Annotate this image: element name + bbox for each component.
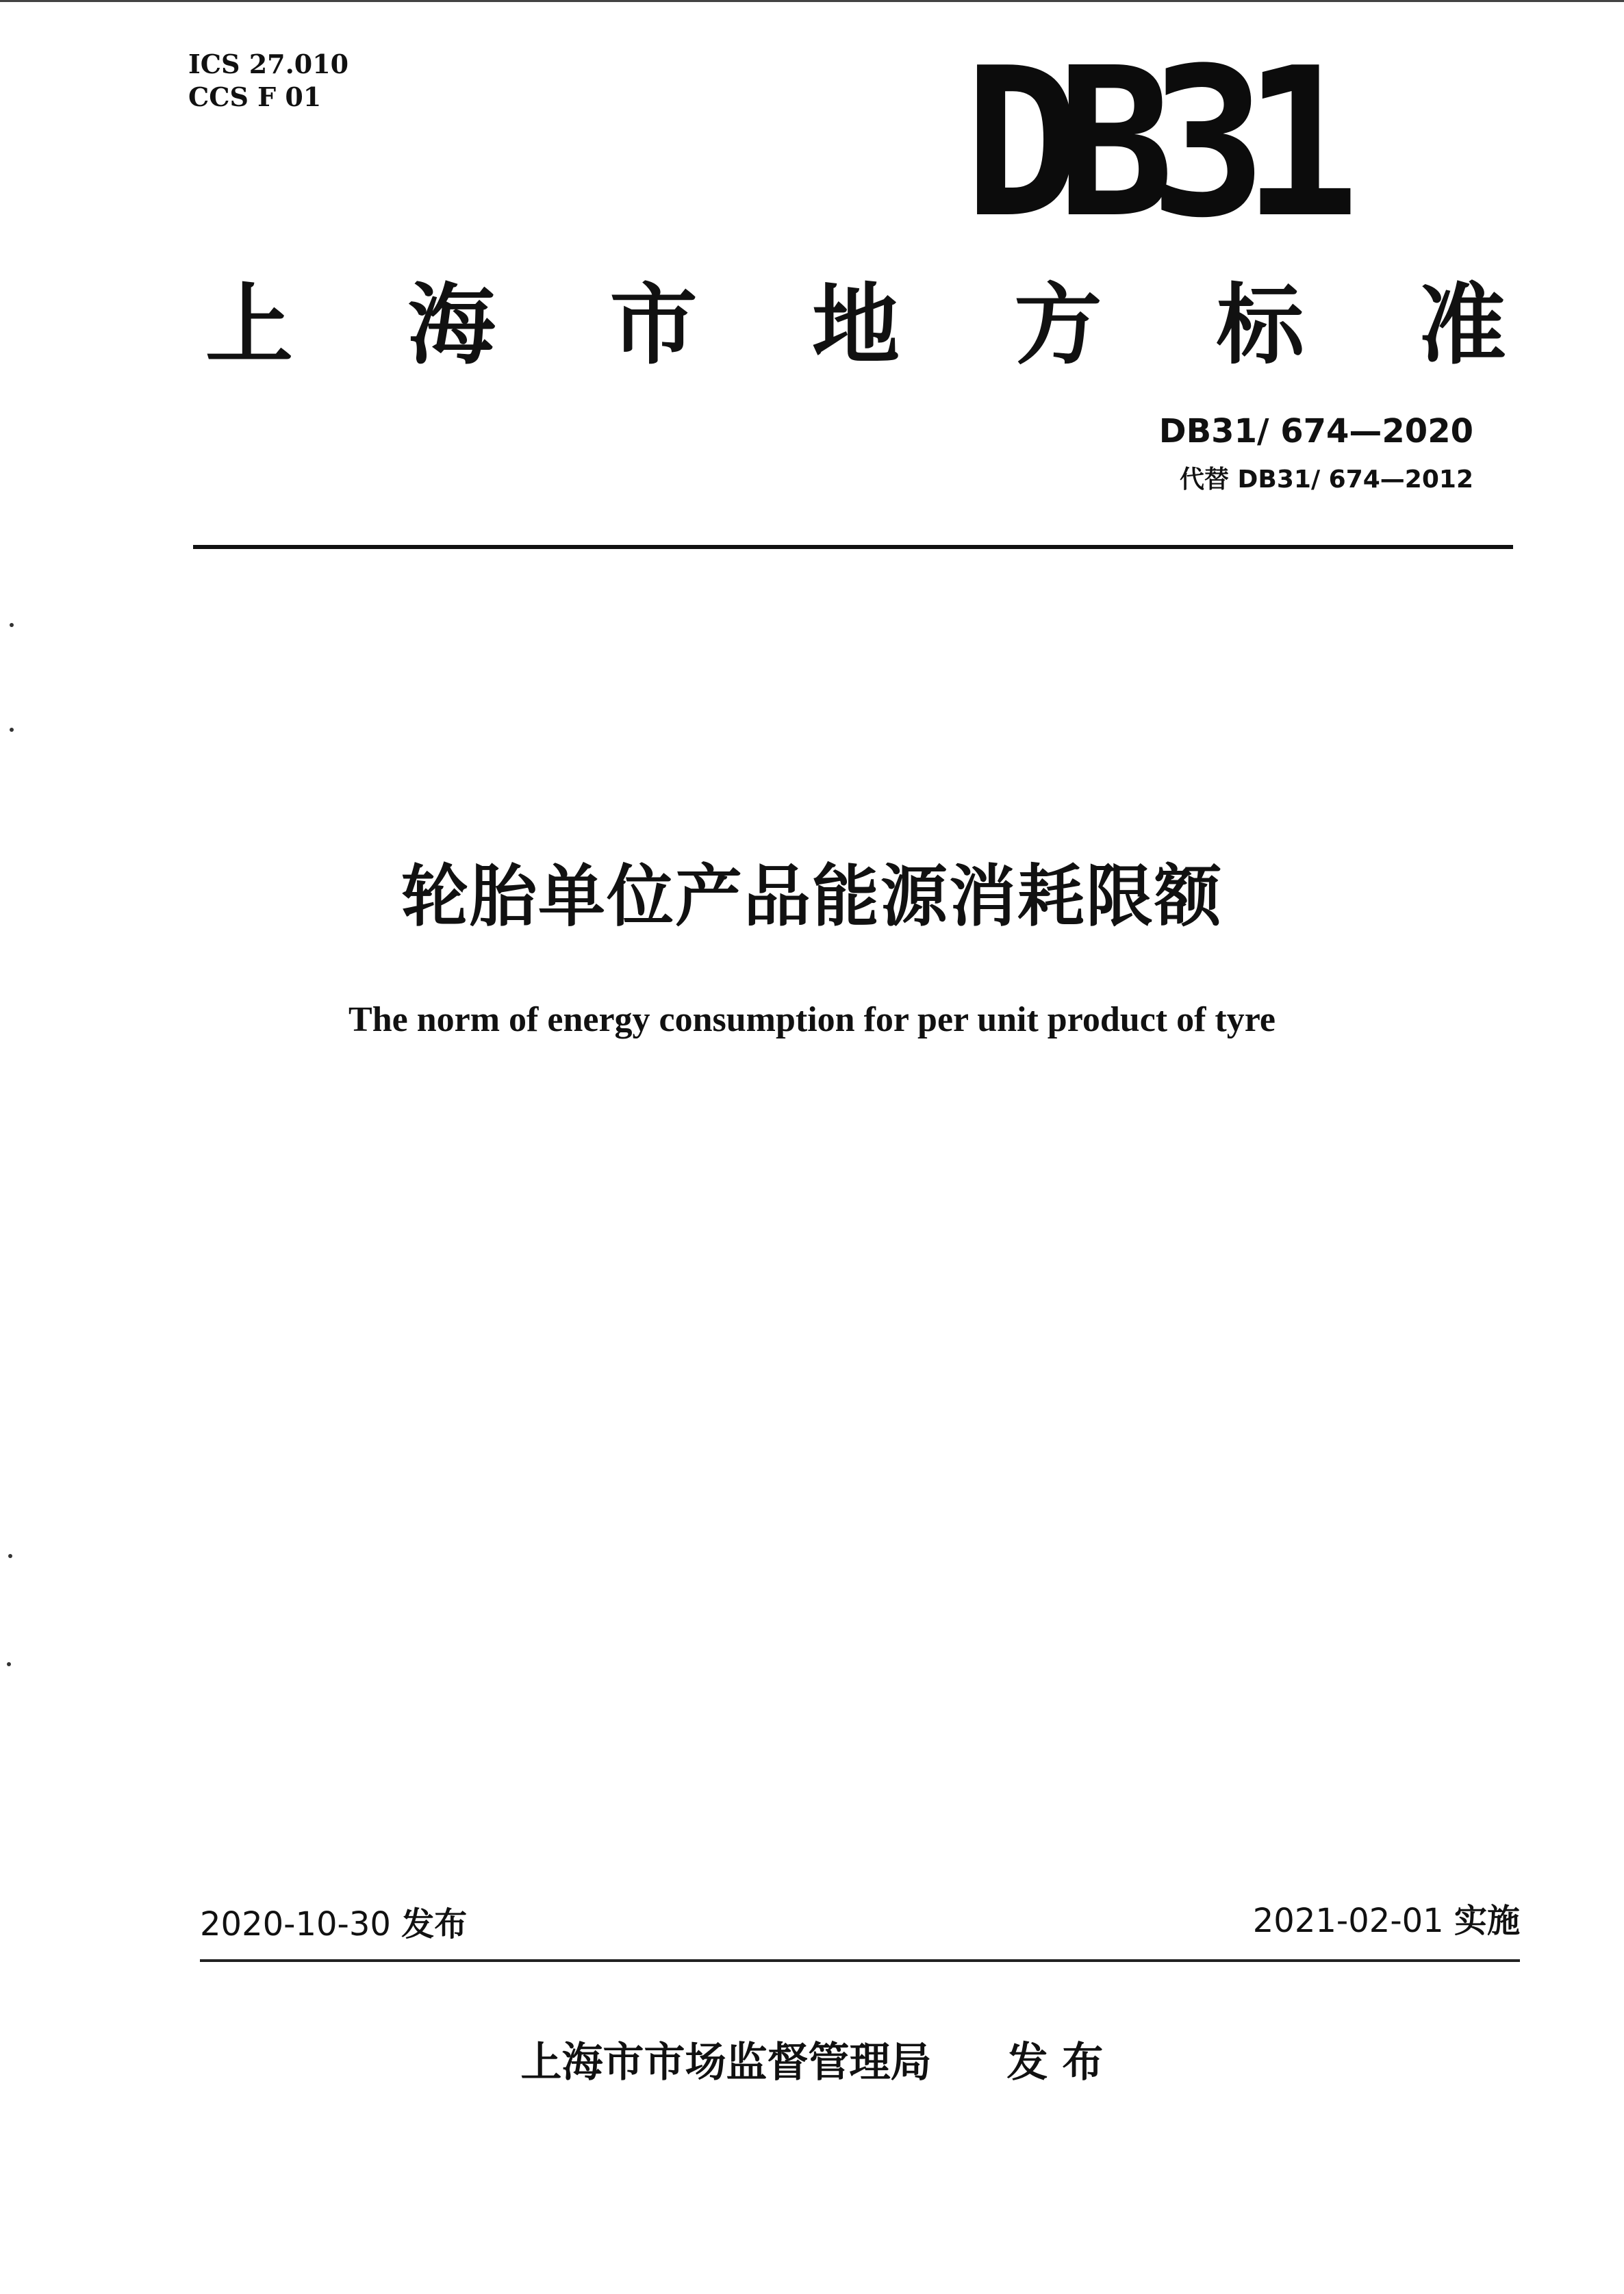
header-title-char: 地	[811, 274, 900, 377]
scan-speck	[8, 1554, 12, 1558]
publisher-action: 发 布	[1006, 2039, 1104, 2087]
scan-speck	[7, 1662, 11, 1666]
standard-number: DB31/ 674—2020	[1158, 412, 1473, 450]
issue-date: 2020-10-30	[200, 1905, 391, 1943]
implementation-date-line	[1253, 1900, 1520, 1942]
header-title-char: 准	[1418, 274, 1506, 377]
header-title-char: 方	[1014, 274, 1102, 377]
header-divider	[193, 545, 1513, 549]
document-title-en: The norm of energy consumption for per unit product of tyre	[348, 1000, 1276, 1039]
publisher-line	[0, 2037, 1624, 2089]
document-title-zh: 轮胎单位产品能源消耗限额	[401, 858, 1223, 936]
issue-label: 发布	[401, 1905, 468, 1943]
publisher-name: 上海市市场监督管理局	[520, 2039, 932, 2087]
issue-date-line	[200, 1903, 467, 1946]
db31-logo: DB31	[964, 24, 1335, 263]
header-title-char: 海	[407, 274, 496, 377]
ics-code: ICS 27.010	[188, 49, 349, 79]
header-title	[205, 274, 1506, 377]
ccs-code: CCS F 01	[188, 81, 322, 112]
header-title-char: 上	[205, 274, 294, 377]
header-title-char: 市	[609, 274, 698, 377]
implementation-label: 实施	[1454, 1902, 1520, 1940]
footer-divider	[200, 1959, 1520, 1962]
classification-codes	[188, 48, 348, 114]
page-top-edge	[0, 0, 1624, 4]
scan-speck	[10, 623, 14, 627]
header-title-char: 标	[1216, 274, 1304, 377]
implementation-date: 2021-02-01	[1252, 1902, 1444, 1940]
replaced-standard: 代替 DB31/ 674—2012	[1180, 466, 1473, 494]
scan-speck	[10, 728, 14, 732]
